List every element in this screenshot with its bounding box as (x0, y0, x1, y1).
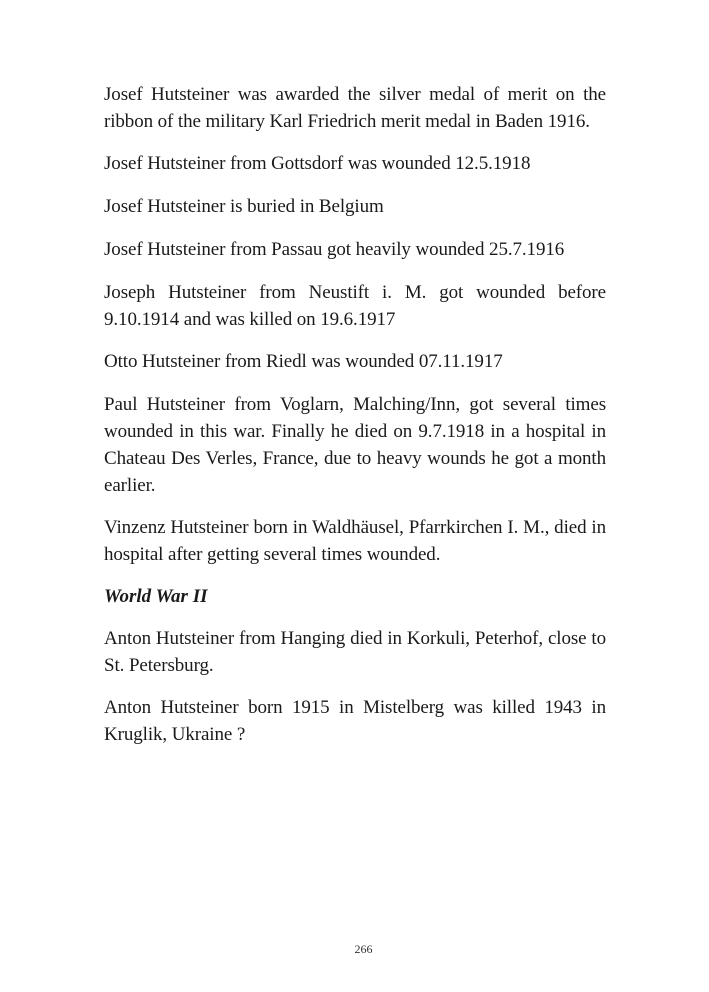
paragraph-vinzenz-waldhaeusel: Vinzenz Hutsteiner born in Waldhäusel, Pfarrkirchen I. M., died in hospital after getting several times wounded. (104, 517, 606, 565)
paragraph-anton-hanging: Anton Hutsteiner from Hanging died in Korkuli, Peterhof, close to St. Petersburg. (104, 628, 606, 676)
paragraph-anton-mistelberg: Anton Hutsteiner born 1915 in Mistelberg was killed 1943 in Kruglik, Ukraine ? (104, 697, 606, 745)
paragraph-josef-belgium: Josef Hutsteiner is buried in Belgium (104, 196, 384, 217)
paragraph-joseph-neustift: Joseph Hutsteiner from Neustift i. M. got wounded before 9.10.1914 and was killed on 19.6.1917 (104, 282, 606, 330)
section-heading-world-war-ii: World War II (104, 586, 208, 607)
paragraph-otto-riedl: Otto Hutsteiner from Riedl was wounded 07.11.1917 (104, 351, 503, 372)
page-content (104, 81, 606, 763)
page-number: 266 (354, 942, 373, 956)
paragraph-josef-passau: Josef Hutsteiner from Passau got heavily wounded 25.7.1916 (104, 239, 565, 260)
paragraph-paul-voglarn: Paul Hutsteiner from Voglarn, Malching/Inn, got several times wounded in this war. Finally he died on 9.7.1918 in a hospital in Chateau Des Verles, France, due to heavy wounds he got a month earlier. (104, 394, 606, 496)
paragraph-josef-medal: Josef Hutsteiner was awarded the silver medal of merit on the ribbon of the military Karl Friedrich merit medal in Baden 1916. (104, 84, 606, 132)
paragraph-josef-gottsdorf: Josef Hutsteiner from Gottsdorf was wounded 12.5.1918 (104, 153, 531, 174)
